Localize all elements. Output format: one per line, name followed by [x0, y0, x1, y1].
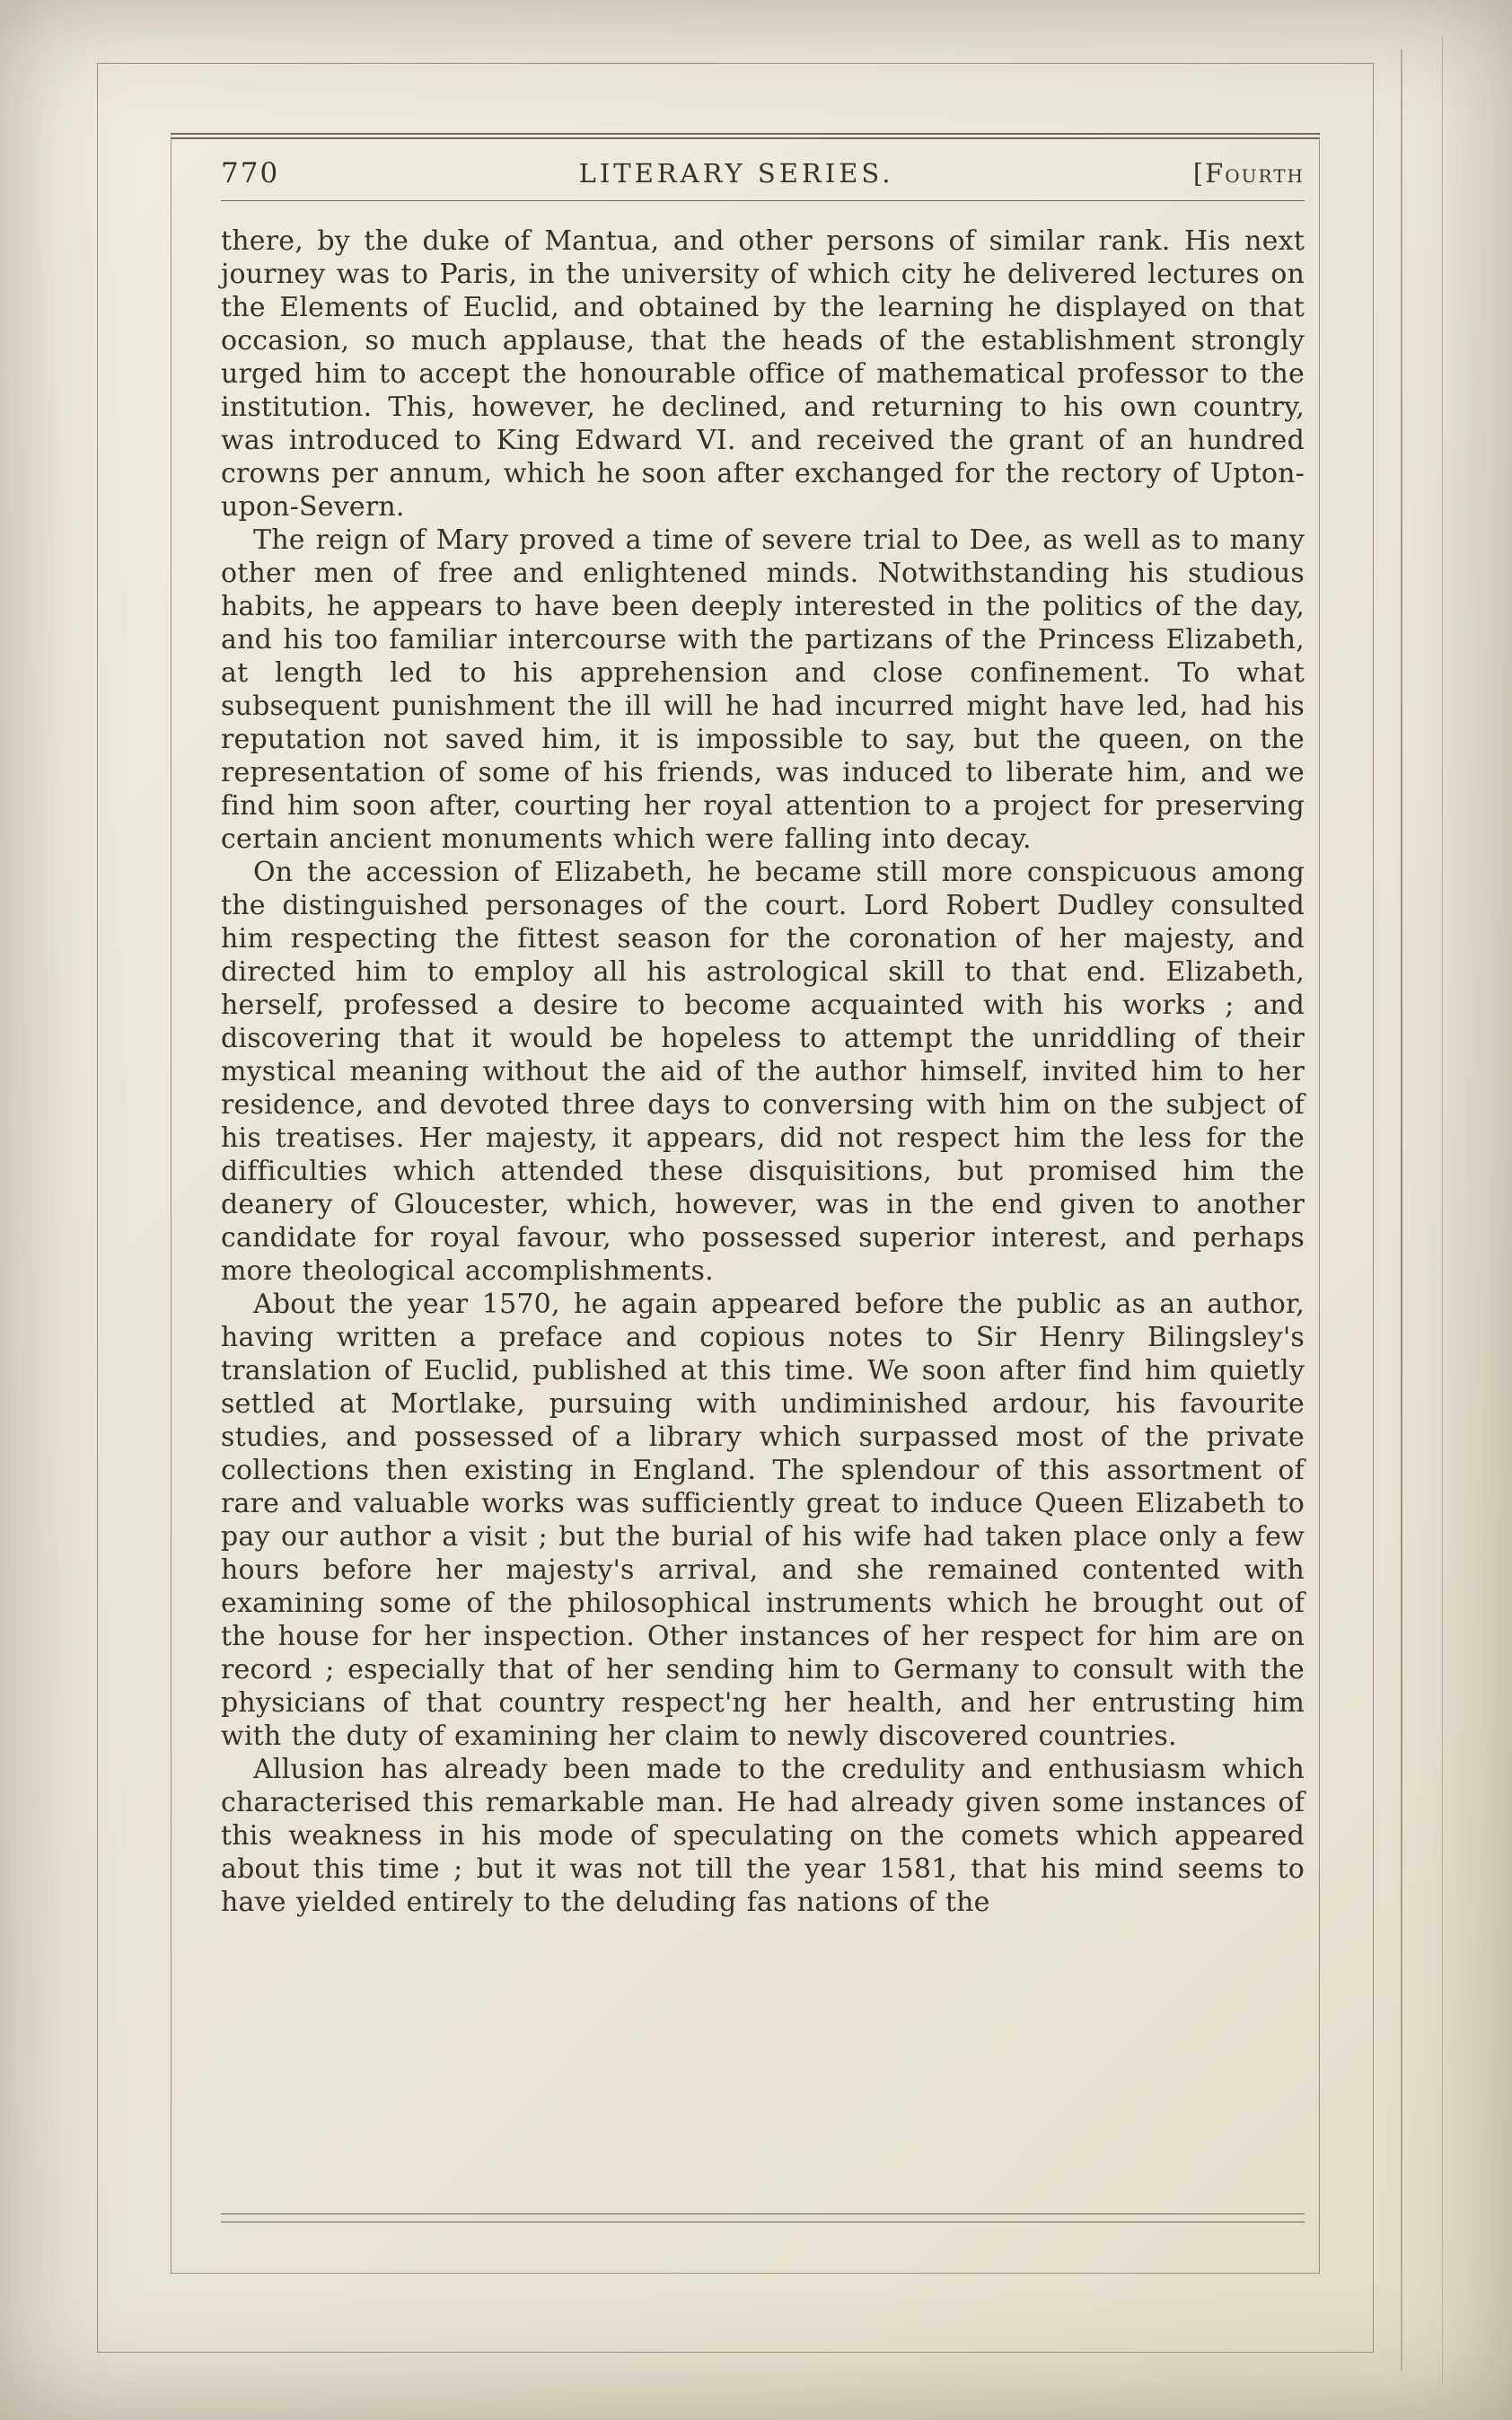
page-number: 770 [221, 157, 280, 189]
footer-rule [221, 2213, 1305, 2222]
paragraph-2: The reign of Mary proved a time of severe trial to Dee, as well as to many other men of free and enlightened minds. Notwithstanding his studious habits, he appears to have been deeply interested in the politics of the day, and his too familiar intercourse with the partizans of the Princess Elizabeth, at length led to his apprehension and close confinement. To what subsequent punishment the ill will he had incurred might have led, had his reputation not saved him, it is impossible to say, but the queen, on the representation of some of his friends, was induced to liberate him, and we find him soon after, courting her royal attention to a project for preserving certain ancient monuments which were falling into decay. [221, 524, 1305, 855]
page-edge-line-outer [1442, 36, 1443, 2384]
paragraph-5: Allusion has already been made to the credulity and enthusiasm which characterised this remarkable man. He had already given some instances of this weakness in his mode of speculating on the comets which appeared about this time ; but it was not till the year 1581, that his mind seems to have yielded entirely to the deluding fas nations of the [221, 1754, 1305, 1918]
paragraph-3: On the accession of Elizabeth, he became still more conspicuous among the distinguished personages of the court. Lord Robert Dudley consulted him respecting the fittest season for the coronation of her majesty, and directed him to employ all his astrological skill to that end. Elizabeth, herself, professed a desire to become acquainted with his works ; and discovering that it would be hopeless to attempt the unriddling of their mystical meaning without the aid of the author himself, invited him to her residence, and devoted three days to conversing with him on the subject of his treatises. Her majesty, it appears, did not respect him the less for the difficulties which attended these disquisitions, but promised him the deanery of Gloucester, which, however, was in the end given to another candidate for royal favour, who possessed superior interest, and perhaps more theological accomplishments. [221, 857, 1305, 1287]
running-header [171, 139, 1319, 197]
page-edge-line [1401, 49, 1402, 2371]
header-signature-mark: [Fourth [1192, 158, 1305, 189]
page-body [171, 201, 1319, 1919]
running-title: LITERARY SERIES. [578, 158, 894, 189]
paragraph-4: About the year 1570, he again appeared before the public as an author, having written a preface and copious notes to Sir Henry Bilingsley's translation of Euclid, published at this time. We soon after find him quietly settled at Mortlake, pursuing with undiminished ardour, his favourite studies, and possessed of a library which surpassed most of the private collections then existing in England. The splendour of this assortment of rare and valuable works was sufficiently great to induce Queen Elizabeth to pay our author a visit ; but the burial of his wife had taken place only a few hours before her majesty's arrival, and she remained contented with examining some of the philosophical instruments which he brought out of the house for her inspection. Other instances of her respect for him are on record ; especially that of her sending him to Germany to consult with the physicians of that country respect'ng her health, and her entrusting him with the duty of examining her claim to newly discovered countries. [221, 1289, 1305, 1752]
text-frame [171, 133, 1320, 2274]
paragraph-1: there, by the duke of Mantua, and other persons of similar rank. His next journey was to Paris, in the university of which city he delivered lectures on the Elements of Euclid, and obtained by the learning he displayed on that occasion, so much applause, that the heads of the establishment strongly urged him to accept the honourable office of mathematical professor to the institution. This, however, he declined, and returning to his own country, was introduced to King Edward VI. and received the grant of an hundred crowns per annum, which he soon after exchanged for the rectory of Upton-upon-Severn. [221, 225, 1305, 523]
